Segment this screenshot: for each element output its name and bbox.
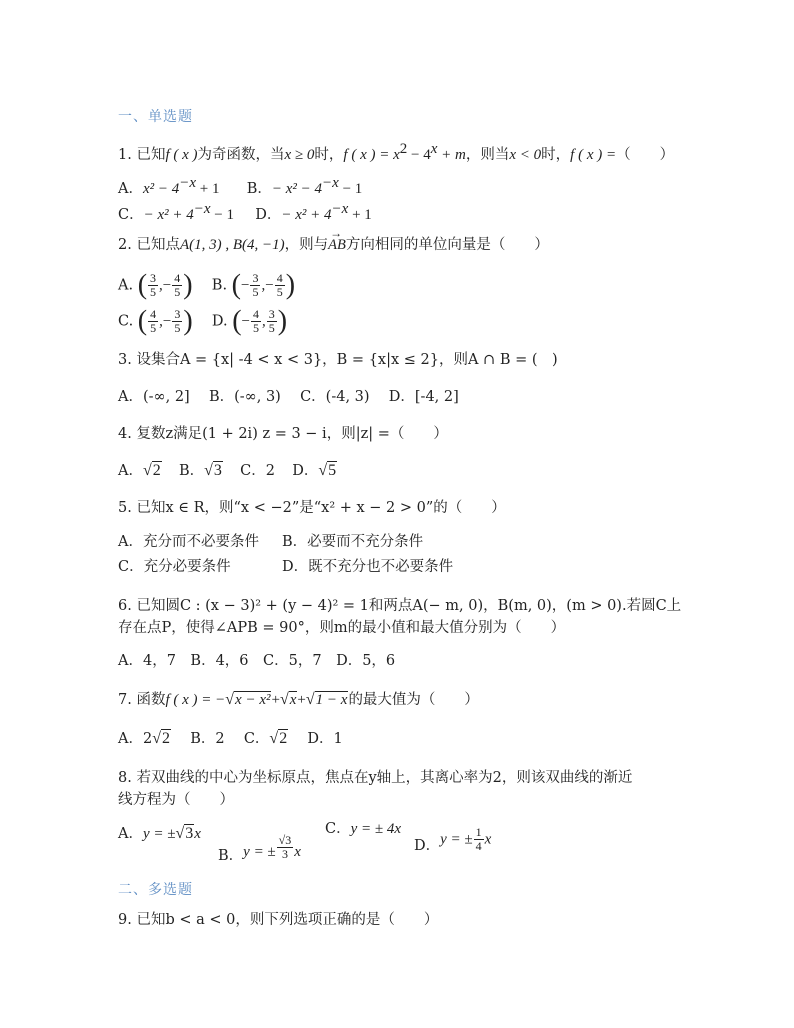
q2-c-frac2 — [172, 308, 182, 335]
q1-fx2: f ( x ) = — [570, 147, 617, 163]
q1-t4: 时， — [541, 147, 571, 163]
question-8-option-c — [325, 819, 401, 839]
q2-b-neg1: − — [241, 277, 250, 294]
q2-points: A(1, 3) , B(4, −1) — [179, 237, 285, 253]
q2-a-frac1-num: 3 — [150, 271, 157, 285]
q2-b-frac2-den: 5 — [276, 285, 283, 299]
q8-opt-d-label: D． — [414, 837, 441, 854]
q1-opt-d-tail: + 1 — [348, 207, 372, 223]
q2-d-lparen: ( — [232, 305, 242, 337]
question-7-options — [118, 729, 343, 749]
q8-opt-a-label: A． — [118, 826, 143, 842]
q1-t3: ，则当 — [465, 147, 510, 163]
q2-a-frac1-den: 5 — [150, 285, 157, 299]
q2-d-frac2-num: 3 — [268, 307, 275, 321]
q2-d-frac1-num: 4 — [253, 307, 260, 321]
q8-opt-b-den: 3 — [281, 847, 288, 861]
q4-opt-a-label: A． — [118, 463, 143, 479]
q8-opt-d-den: 4 — [475, 839, 482, 853]
section-title-single: 一、单选题 — [118, 109, 193, 125]
question-8-stem-line1: 8. 若双曲线的中心为坐标原点，焦点在y轴上，其离心率为2，则该双曲线的渐近 — [118, 770, 633, 786]
q2-b-frac1 — [250, 272, 260, 299]
q2-d-comma: , — [262, 313, 266, 330]
question-8-options-a — [118, 824, 201, 844]
q4-opt-b-sqrt: √3 — [204, 462, 222, 479]
q1-opt-d-label: D． — [255, 207, 282, 223]
q1-opt-a: x² − 4 — [142, 181, 180, 197]
q2-c-frac1-num: 4 — [150, 307, 157, 321]
question-8-option-d — [414, 826, 491, 853]
q2-opt-b-label: B. — [211, 277, 228, 294]
q8-opt-b-frac — [277, 834, 294, 861]
q8-opt-c-eq: y = ± 4x — [350, 821, 402, 837]
q1-opt-b: − x² − 4 — [271, 181, 323, 197]
question-3-stem: 3. 设集合A = {x| -4 < x < 3}，B = {x|x ≤ 2}，则A ∩ B = ( ) — [118, 352, 558, 368]
q7-plus2: + — [297, 692, 306, 708]
q2-c-frac1-den: 5 — [150, 321, 157, 335]
q5-opt-a: A．充分而不必要条件 — [118, 534, 259, 550]
q2-b-frac1-num: 3 — [252, 271, 259, 285]
q7-rad1: x − x² — [235, 692, 271, 708]
q7-opt-a-rad: 2 — [161, 730, 170, 747]
q2-b-rparen: ) — [285, 269, 296, 301]
q8-opt-b-x: x — [294, 843, 301, 860]
q7-opt-a-label: A．2 — [118, 731, 153, 747]
q8-opt-b-num-val: 3 — [285, 833, 292, 847]
q7-opt-b: B．2 — [190, 731, 225, 747]
q7-opt-d: D．1 — [307, 731, 343, 747]
q1-opt-c: − x² + 4 — [143, 207, 194, 223]
q8-opt-d-eq: y = ± — [440, 831, 473, 848]
q7-rad2: x — [289, 692, 297, 708]
question-7-stem — [118, 690, 479, 710]
question-8-option-b — [218, 828, 301, 864]
q2-a-comma: , — [159, 277, 163, 294]
q4-opt-b-label: B． — [178, 463, 205, 479]
question-8-stem-line2: 线方程为（ ） — [118, 792, 234, 808]
q8-opt-d-frac — [474, 826, 484, 853]
q8-opt-d-x: x — [484, 831, 492, 848]
q1-cond2: x < 0 — [509, 147, 542, 163]
q1-expr-a: f ( x ) = x — [343, 147, 400, 163]
q3-opt-a: A．(-∞, 2] — [118, 389, 190, 405]
q7-tail: 的最大值为（ ） — [348, 692, 479, 708]
q2-a-frac2-den: 5 — [174, 285, 181, 299]
question-4-options — [118, 461, 337, 481]
question-1-stem — [118, 139, 674, 165]
q2-opt-d-label: D. — [211, 313, 228, 330]
q8-opt-d-num: 1 — [475, 825, 482, 839]
question-3-options — [118, 387, 459, 407]
q2-c-neg: − — [162, 313, 172, 330]
q2-d-neg: − — [241, 313, 251, 330]
q5-opt-b: B．必要而不充分条件 — [282, 534, 424, 550]
q1-t5: （ ） — [616, 147, 675, 163]
q1-expr-c: + m — [437, 147, 466, 163]
q2-a-frac1 — [148, 272, 158, 299]
q2-num: 2. 已知点 — [118, 237, 180, 253]
q2-a-frac2 — [172, 272, 182, 299]
q1-num: 1. 已知 — [118, 147, 166, 163]
q8-opt-c-label: C． — [325, 821, 351, 837]
question-1-options-ab — [118, 173, 362, 199]
q4-opt-d-rad: 5 — [328, 462, 337, 479]
q4-opt-d-sqrt: √5 — [318, 462, 337, 479]
q1-opt-c-tail: − 1 — [210, 207, 235, 223]
q7-opt-c-label: C． — [243, 731, 270, 747]
q3-opt-c: C．(-4, 3) — [300, 389, 370, 405]
q7-sqrt1: √x − x² — [225, 691, 271, 708]
question-6-stem-line2: 存在点P，使得∠APB = 90°，则m的最小值和最大值分别为（ ） — [118, 620, 566, 636]
q2-c-frac2-num: 3 — [174, 307, 181, 321]
q7-rad3: 1 − x — [315, 692, 348, 708]
q2-b-frac2 — [275, 272, 285, 299]
q2-opt-c-label: C. — [118, 313, 134, 330]
question-5-stem: 5. 已知x ∈ R，则“x < −2”是“x² + x − 2 > 0”的（ ） — [118, 500, 506, 516]
q1-t1: 为奇函数，当 — [197, 147, 285, 163]
q1-expr-b: − 4 — [407, 147, 431, 163]
q1-sq: 2 — [399, 141, 408, 157]
q7-opt-a-sqrt: √2 — [152, 730, 170, 747]
question-6-stem-line1: 6. 已知圆C : (x − 3)² + (y − 4)² = 1和两点A(− m, 0)，B(m, 0)，(m > 0).若圆C上 — [118, 598, 682, 614]
q1-cond1: x ≥ 0 — [284, 147, 315, 163]
q1-xp: x — [430, 141, 438, 157]
q1-opt-c-label: C． — [118, 207, 144, 223]
question-6-options: A．4，7 B．4，6 C．5，7 D．5，6 — [118, 653, 396, 669]
q2-t2: 方向相同的单位向量是（ ） — [345, 237, 549, 253]
q1-t2: 时， — [314, 147, 344, 163]
q7-opt-c-sqrt: √2 — [269, 730, 288, 747]
q2-opt-a-label: A. — [118, 277, 134, 294]
q8-opt-b-eq: y = ± — [243, 843, 276, 860]
q5-opt-d: D．既不充分也不必要条件 — [282, 559, 454, 575]
q1-opt-b-exp: −x — [322, 175, 339, 191]
q2-c-comma: , — [159, 313, 163, 330]
q2-b-neg2: − — [265, 277, 274, 294]
q1-opt-a-tail: + 1 — [196, 181, 220, 197]
q1-opt-d: − x² + 4 — [281, 207, 332, 223]
q1-opt-b-label: B． — [246, 181, 272, 197]
q2-b-comma: , — [261, 277, 266, 294]
q7-num: 7. 函数 — [118, 692, 166, 708]
q8-opt-a-eq: y = ± — [142, 826, 176, 842]
q8-opt-a-rad: 3 — [185, 825, 194, 842]
question-2-options-cd — [118, 305, 288, 337]
q1-opt-a-exp: −x — [179, 175, 197, 191]
question-5-options-ab — [118, 532, 423, 552]
q3-opt-d: D．[-4, 2] — [388, 389, 459, 405]
q2-vector-ab: → AB — [328, 235, 346, 255]
q4-opt-c: C．2 — [240, 463, 275, 479]
q1-opt-a-label: A． — [118, 181, 143, 197]
q8-opt-b-label: B． — [218, 847, 244, 864]
question-5-options-cd — [118, 557, 453, 577]
q2-d-frac2 — [267, 308, 277, 335]
q2-c-frac1 — [148, 308, 158, 335]
q1-opt-d-exp: −x — [331, 201, 349, 217]
question-2-stem — [118, 235, 549, 255]
q1-opt-b-tail: − 1 — [338, 181, 363, 197]
q2-d-frac1-den: 5 — [253, 321, 260, 335]
q2-d-rparen: ) — [277, 305, 288, 337]
q5-opt-c: C．充分必要条件 — [118, 559, 231, 575]
question-9-stem: 9. 已知b < a < 0，则下列选项正确的是（ ） — [118, 912, 439, 928]
q2-b-frac1-den: 5 — [252, 285, 259, 299]
q2-b-lparen: ( — [231, 269, 241, 301]
q2-d-frac1 — [251, 308, 261, 335]
q2-c-lparen: ( — [137, 305, 148, 337]
q8-opt-a-x: x — [194, 826, 201, 842]
q2-a-lparen: ( — [137, 269, 148, 301]
q7-sqrt3: √1 − x — [305, 691, 348, 708]
q7-fx: f ( x ) = − — [165, 692, 226, 708]
section-title-multi: 二、多选题 — [118, 882, 193, 898]
q4-opt-d-label: D． — [292, 463, 319, 479]
q2-t1: ，则与 — [284, 237, 329, 253]
q2-a-rparen: ) — [183, 269, 193, 301]
q8-opt-b-num: √3 — [278, 833, 292, 847]
q2-c-frac2-den: 5 — [174, 321, 181, 335]
question-1-options-cd — [118, 199, 372, 225]
q4-opt-a-sqrt: √2 — [142, 462, 161, 479]
q2-d-frac2-den: 5 — [268, 321, 275, 335]
question-4-stem: 4. 复数z满足(1 + 2i) z = 3 − i，则|z| =（ ） — [118, 426, 448, 442]
q3-opt-b: B．(-∞, 3) — [208, 389, 281, 405]
q2-a-neg: − — [162, 277, 172, 294]
q2-c-rparen: ) — [183, 305, 193, 337]
q4-opt-b-rad: 3 — [213, 462, 222, 479]
q7-plus1: + — [271, 692, 280, 708]
q1-fx: f ( x ) — [165, 147, 198, 163]
question-2-options-ab — [118, 269, 296, 301]
q4-opt-a-rad: 2 — [152, 462, 161, 479]
q2-b-frac2-num: 4 — [276, 271, 283, 285]
q2-a-frac2-num: 4 — [174, 271, 181, 285]
q7-opt-c-rad: 2 — [279, 730, 288, 747]
q1-opt-c-exp: −x — [193, 201, 211, 217]
q7-sqrt2: √x — [279, 691, 297, 708]
q8-opt-a-sqrt: √3 — [175, 825, 194, 842]
